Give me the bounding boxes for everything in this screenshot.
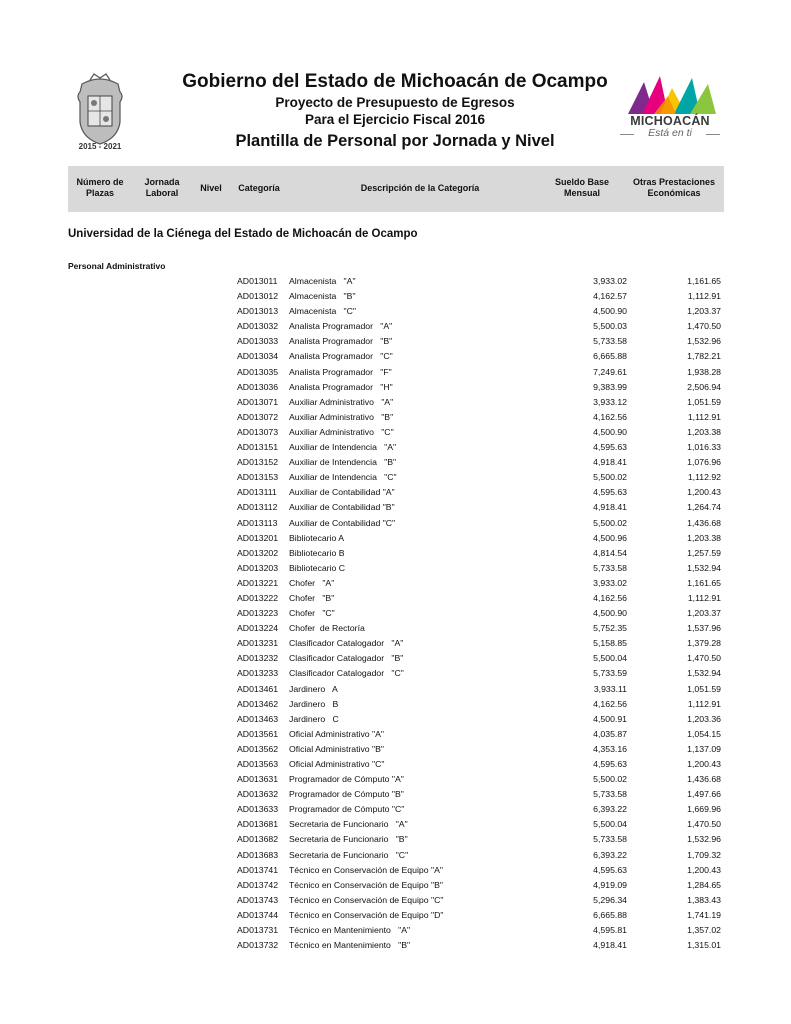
michoacan-logo-icon [624,74,720,114]
category-description-cell: Auxiliar Administrativo "A" [289,396,394,407]
base-salary-cell: 3,933.12 [593,396,627,407]
base-salary-cell: 4,162.56 [593,592,627,603]
table-column-header [68,166,724,212]
other-benefits-cell: 2,506.94 [687,381,721,392]
table-row [0,697,791,712]
other-benefits-cell: 1,161.65 [687,276,721,286]
category-description-cell: Analista Programador "C" [289,351,393,362]
other-benefits-cell: 1,669.96 [687,804,721,815]
table-row [0,440,791,455]
base-salary-cell: 5,500.03 [593,321,627,332]
other-benefits-cell: 1,257.59 [687,547,721,558]
category-description-cell: Jardinero B [289,698,339,709]
table-row [0,274,791,289]
table-row [0,334,791,349]
page-subtitle-staff: Plantilla de Personal por Jornada y Nivel [235,132,555,150]
category-code-cell: AD013743 [237,894,279,905]
logo-tagline-rule-right [706,134,720,135]
category-description-cell: Auxiliar de Intendencia "C" [289,472,397,483]
base-salary-cell: 4,595.63 [593,442,627,453]
other-benefits-cell: 1,436.68 [687,517,721,528]
table-row [0,772,791,787]
category-code-cell: AD013011 [237,276,278,286]
other-benefits-cell: 1,383.43 [687,894,721,905]
base-salary-cell: 4,595.63 [593,864,627,875]
other-benefits-cell: 1,112.91 [687,291,721,302]
category-description-cell: Almacenista "A" [289,276,356,286]
base-salary-cell: 9,383.99 [593,381,627,392]
table-row [0,621,791,636]
table-row [0,863,791,878]
table-row [0,561,791,576]
base-salary-cell: 6,393.22 [593,849,627,860]
category-code-cell: AD013112 [237,502,278,513]
base-salary-cell: 4,500.90 [593,306,627,317]
category-code-cell: AD013563 [237,759,279,769]
category-code-cell: AD013113 [237,517,278,528]
base-salary-cell: 3,933.02 [593,577,627,588]
category-description-cell: Bibliotecario C [289,562,346,573]
category-code-cell: AD013072 [237,411,279,422]
other-benefits-cell: 1,436.68 [687,774,721,785]
category-description-cell: Almacenista "C" [289,306,357,317]
base-salary-cell: 4,918.41 [593,502,627,513]
other-benefits-cell: 1,264.74 [687,502,721,513]
table-row [0,666,791,681]
base-salary-cell: 7,249.61 [593,366,627,377]
category-description-cell: Oficial Administrativo "A" [289,728,385,739]
column-header-categoria: Categoría [238,183,280,193]
category-description-cell: Clasificador Catalogador "C" [289,668,404,679]
other-benefits-cell: 1,200.43 [687,864,721,875]
base-salary-cell: 4,500.90 [593,608,627,619]
category-description-cell: Secretaria de Funcionario "B" [289,834,408,845]
base-salary-cell: 3,933.02 [593,276,627,286]
category-description-cell: Técnico en Conservación de Equipo "B" [289,879,443,890]
category-description-cell: Analista Programador "H" [289,381,393,392]
table-row [0,817,791,832]
base-salary-cell: 5,500.02 [593,517,627,528]
table-row [0,742,791,757]
base-salary-cell: 5,733.58 [593,336,627,347]
base-salary-cell: 4,035.87 [593,728,627,739]
base-salary-cell: 4,814.54 [593,547,627,558]
category-description-cell: Programador de Cómputo "C" [289,804,405,815]
category-description-cell: Auxiliar Administrativo "B" [289,411,394,422]
category-description-cell: Oficial Administrativo "B" [289,743,385,754]
category-description-cell: Técnico en Conservación de Equipo "C" [289,894,444,905]
table-row [0,531,791,546]
category-code-cell: AD013033 [237,336,279,347]
base-salary-cell: 5,296.34 [593,894,627,905]
table-row [0,516,791,531]
table-row [0,289,791,304]
category-code-cell: AD013231 [237,638,279,649]
category-code-cell: AD013633 [237,804,279,815]
base-salary-cell: 4,500.91 [593,713,627,724]
other-benefits-cell: 1,203.37 [687,608,721,619]
other-benefits-cell: 1,112.91 [687,592,721,603]
coat-of-arms-icon [72,72,128,152]
category-description-cell: Bibliotecario B [289,547,345,558]
table-row [0,636,791,651]
base-salary-cell: 5,733.58 [593,562,627,573]
base-salary-cell: 4,918.41 [593,940,627,951]
category-description-cell: Chofer "C" [289,608,335,619]
category-description-cell: Técnico en Mantenimiento "A" [289,925,411,936]
category-code-cell: AD013631 [237,774,279,785]
base-salary-cell: 5,158.85 [593,638,627,649]
staff-table-body [0,274,791,953]
category-description-cell: Auxiliar Administrativo "C" [289,426,394,437]
other-benefits-cell: 1,284.65 [687,879,721,890]
base-salary-cell: 4,162.56 [593,411,627,422]
other-benefits-cell: 1,379.28 [687,638,721,649]
other-benefits-cell: 1,200.43 [687,759,721,769]
table-row [0,380,791,395]
table-row [0,606,791,621]
category-code-cell: AD013203 [237,562,279,573]
category-description-cell: Auxiliar de Contabilidad "C" [289,517,396,528]
table-row [0,546,791,561]
table-row [0,923,791,938]
other-benefits-cell: 1,532.94 [687,668,721,679]
institution-title: Universidad de la Ciénega del Estado de Michoacán de Ocampo [68,228,418,240]
table-row [0,500,791,515]
other-benefits-cell: 1,357.02 [687,925,721,936]
base-salary-cell: 6,393.22 [593,804,627,815]
category-description-cell: Analista Programador "B" [289,336,393,347]
base-salary-cell: 4,353.16 [593,743,627,754]
other-benefits-cell: 1,470.50 [687,819,721,830]
other-benefits-cell: 1,497.66 [687,789,721,800]
table-row [0,576,791,591]
column-header-descripcion: Descripción de la Categoría [360,183,480,193]
other-benefits-cell: 1,532.96 [687,834,721,845]
table-row [0,832,791,847]
table-row [0,757,791,772]
logo-wordmark: MICHOACÁN [630,114,710,128]
category-description-cell: Chofer "B" [289,592,335,603]
other-benefits-cell: 1,532.96 [687,336,721,347]
category-description-cell: Analista Programador "A" [289,321,393,332]
seal-years: 2015 - 2021 [78,142,122,151]
table-row [0,591,791,606]
category-description-cell: Técnico en Conservación de Equipo "D" [289,909,444,920]
base-salary-cell: 5,733.58 [593,834,627,845]
logo-tagline: Está en ti [648,127,692,139]
category-description-cell: Secretaria de Funcionario "C" [289,849,409,860]
base-salary-cell: 4,595.63 [593,759,627,769]
category-code-cell: AD013463 [237,713,279,724]
other-benefits-cell: 1,112.92 [687,472,721,483]
category-description-cell: Técnico en Conservación de Equipo "A" [289,864,443,875]
category-code-cell: AD013683 [237,849,279,860]
column-header-nivel: Nivel [200,183,222,193]
column-header-sueldo: Sueldo Base Mensual [554,177,610,198]
other-benefits-cell: 1,051.59 [687,396,721,407]
other-benefits-cell: 1,782.21 [687,351,721,362]
page-subtitle-budget: Proyecto de Presupuesto de Egresos [275,95,515,110]
category-code-cell: AD013111 [237,487,277,498]
table-row [0,802,791,817]
section-title: Personal Administrativo [68,261,166,271]
base-salary-cell: 5,752.35 [593,623,627,634]
category-code-cell: AD013071 [237,396,279,407]
table-row [0,727,791,742]
table-row [0,365,791,380]
category-code-cell: AD013151 [237,442,279,453]
other-benefits-cell: 1,203.38 [687,426,721,437]
other-benefits-cell: 1,203.38 [687,532,721,543]
table-row [0,470,791,485]
category-code-cell: AD013201 [237,532,279,543]
other-benefits-cell: 1,203.37 [687,306,721,317]
category-code-cell: AD013223 [237,608,279,619]
table-row [0,425,791,440]
base-salary-cell: 4,595.63 [593,487,627,498]
table-row [0,682,791,697]
table-row [0,893,791,908]
category-description-cell: Jardinero A [289,683,338,694]
category-description-cell: Bibliotecario A [289,532,345,543]
category-code-cell: AD013152 [237,457,279,468]
base-salary-cell: 4,918.41 [593,457,627,468]
base-salary-cell: 3,933.11 [593,683,627,694]
category-code-cell: AD013461 [237,683,279,694]
category-code-cell: AD013561 [237,728,279,739]
category-code-cell: AD013741 [237,864,279,875]
category-description-cell: Auxiliar de Contabilidad "B" [289,502,395,513]
category-description-cell: Auxiliar de Contabilidad "A" [289,487,395,498]
base-salary-cell: 5,500.02 [593,774,627,785]
table-row [0,304,791,319]
base-salary-cell: 5,733.59 [593,668,627,679]
category-code-cell: AD013562 [237,743,279,754]
category-description-cell: Almacenista "B" [289,291,356,302]
other-benefits-cell: 1,741.19 [687,909,721,920]
base-salary-cell: 6,665.88 [593,909,627,920]
category-description-cell: Técnico en Mantenimiento "B" [289,940,411,951]
other-benefits-cell: 1,203.36 [687,713,721,724]
other-benefits-cell: 1,112.91 [687,411,721,422]
category-description-cell: Chofer de Rectoría [289,623,365,634]
table-row [0,787,791,802]
category-code-cell: AD013632 [237,789,279,800]
category-description-cell: Secretaria de Funcionario "A" [289,819,408,830]
category-code-cell: AD013032 [237,321,279,332]
other-benefits-cell: 1,051.59 [687,683,721,694]
base-salary-cell: 5,500.02 [593,472,627,483]
table-row [0,651,791,666]
base-salary-cell: 4,500.90 [593,426,627,437]
category-code-cell: AD013744 [237,909,279,920]
table-row [0,848,791,863]
category-code-cell: AD013034 [237,351,279,362]
other-benefits-cell: 1,470.50 [687,653,721,664]
category-code-cell: AD013233 [237,668,279,679]
category-description-cell: Programador de Cómputo "A" [289,774,404,785]
category-code-cell: AD013682 [237,834,279,845]
table-row [0,938,791,953]
other-benefits-cell: 1,532.94 [687,562,721,573]
column-header-plazas: Número de Plazas [76,177,124,198]
base-salary-cell: 5,500.04 [593,653,627,664]
base-salary-cell: 4,595.81 [593,925,627,936]
other-benefits-cell: 1,161.65 [687,577,721,588]
category-code-cell: AD013681 [237,819,279,830]
table-row [0,349,791,364]
category-code-cell: AD013036 [237,381,279,392]
table-row [0,878,791,893]
category-description-cell: Jardinero C [289,713,339,724]
base-salary-cell: 4,162.57 [593,291,627,302]
category-code-cell: AD013462 [237,698,279,709]
table-row [0,395,791,410]
base-salary-cell: 5,733.58 [593,789,627,800]
base-salary-cell: 6,665.88 [593,351,627,362]
category-code-cell: AD013224 [237,623,279,634]
other-benefits-cell: 1,709.32 [687,849,721,860]
category-description-cell: Clasificador Catalogador "A" [289,638,404,649]
other-benefits-cell: 1,054.15 [687,728,721,739]
category-code-cell: AD013731 [237,925,279,936]
base-salary-cell: 4,919.09 [593,879,627,890]
category-description-cell: Chofer "A" [289,577,335,588]
category-description-cell: Oficial Administrativo "C" [289,759,385,769]
base-salary-cell: 4,500.96 [593,532,627,543]
page-subtitle-year: Para el Ejercicio Fiscal 2016 [304,112,486,127]
column-header-otras: Otras Prestaciones Económicas [632,177,716,198]
category-code-cell: AD013232 [237,653,279,664]
page-titles [150,70,640,152]
category-code-cell: AD013153 [237,472,279,483]
table-row [0,485,791,500]
other-benefits-cell: 1,470.50 [687,321,721,332]
category-code-cell: AD013073 [237,426,279,437]
page-title: Gobierno del Estado de Michoacán de Ocampo [182,71,608,92]
category-description-cell: Programador de Cómputo "B" [289,789,404,800]
column-header-jornada: Jornada Laboral [144,177,180,198]
other-benefits-cell: 1,938.28 [687,366,721,377]
other-benefits-cell: 1,200.43 [687,487,721,498]
other-benefits-cell: 1,016.33 [687,442,721,453]
table-row [0,410,791,425]
category-description-cell: Auxiliar de Intendencia "A" [289,442,397,453]
table-row [0,319,791,334]
base-salary-cell: 4,162.56 [593,698,627,709]
category-code-cell: AD013012 [237,291,279,302]
category-description-cell: Clasificador Catalogador "B" [289,653,404,664]
category-code-cell: AD013742 [237,879,279,890]
category-code-cell: AD013013 [237,306,279,317]
other-benefits-cell: 1,112.91 [687,698,721,709]
category-description-cell: Auxiliar de Intendencia "B" [289,457,397,468]
category-description-cell: Analista Programador "F" [289,366,392,377]
table-row [0,908,791,923]
other-benefits-cell: 1,076.96 [687,457,721,468]
category-code-cell: AD013035 [237,366,279,377]
category-code-cell: AD013222 [237,592,279,603]
other-benefits-cell: 1,537.96 [687,623,721,634]
table-row [0,712,791,727]
other-benefits-cell: 1,315.01 [687,940,721,951]
base-salary-cell: 5,500.04 [593,819,627,830]
category-code-cell: AD013221 [237,577,279,588]
category-code-cell: AD013202 [237,547,279,558]
other-benefits-cell: 1,137.09 [687,743,721,754]
table-row [0,455,791,470]
category-code-cell: AD013732 [237,940,279,951]
